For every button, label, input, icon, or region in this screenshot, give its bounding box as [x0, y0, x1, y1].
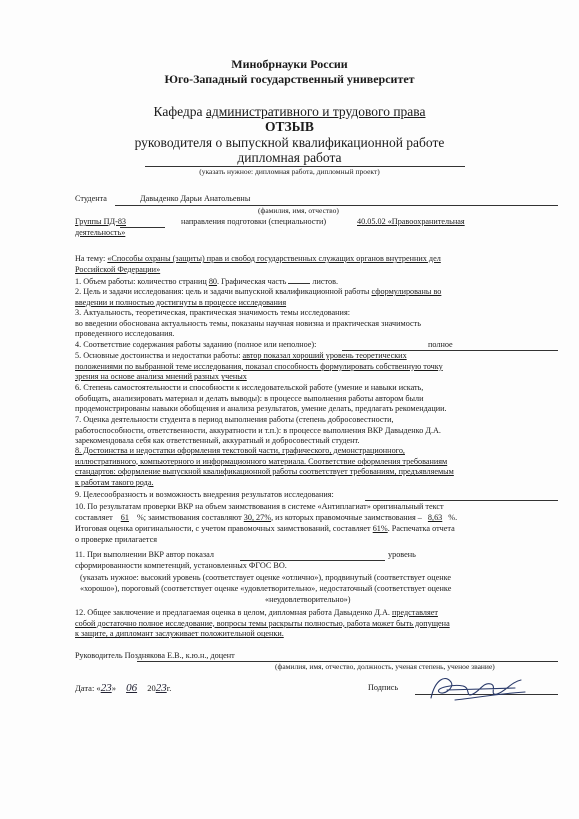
university-heading: Юго-Западный государственный университет: [164, 72, 415, 86]
item-12: [75, 608, 558, 640]
item-12-answer-end: к защите, а дипломант заслуживает положительной оценки.: [75, 629, 284, 639]
item-10-legit-label: , из которых правомочные заимствования –: [271, 513, 424, 522]
item-10-line-4: о проверке прилагается: [75, 535, 157, 544]
item-2-answer-cont: введении и полностью достигнуты в процессе исследования: [75, 297, 287, 307]
item-11-hint-2: «хорошо»), пороговый (соответствует оценке «удовлетворительно», недостаточный (соответствует оценке: [80, 584, 452, 593]
item-1: [75, 276, 338, 288]
item-12-text: 12. Общее заключение и предлагаемая оценка в целом, дипломная работа Давыденко Д.А.: [75, 608, 392, 617]
document-subtitle: руководителя о выпускной квалификационной работе: [134, 135, 445, 150]
item-11-hint-1: (указать нужное: высокий уровень (соответствует оценке «отлично»), продвинутый (соответствует оценке: [80, 573, 452, 582]
item-10-borrow-label: %; заимствования составляют: [134, 513, 244, 522]
date-year-prefix: 20: [145, 683, 156, 693]
date-day: 23: [100, 682, 112, 694]
supervisor-label: Руководитель: [75, 651, 125, 660]
item-3-answer-cont: проведенного исследования.: [75, 329, 175, 339]
borrowing-percent: 30, 27%: [243, 513, 272, 522]
item-4-text: 4. Соответствие содержания работы заданию (полное или неполное):: [75, 340, 317, 349]
item-10-line-2: [75, 513, 457, 524]
item-3: [75, 308, 558, 340]
item-10-percent-sign: %.: [446, 513, 458, 522]
item-5: [75, 351, 558, 383]
item-7-line-1: 7. Оценка деятельности студента в период выполнения работы (степень добросовестности,: [75, 415, 394, 424]
original-percent: 61: [120, 513, 129, 522]
date-label: Дата: «: [75, 683, 101, 693]
student-label: Студента: [75, 194, 107, 203]
item-11-level: уровень: [388, 550, 416, 559]
department-name: административного и трудового права: [205, 104, 426, 119]
topic-line-1: [75, 254, 441, 265]
item-5-text: 5. Основные достоинства и недостатки работы:: [75, 351, 243, 360]
item-3-text: 3. Актуальность, теоретическая, практическая значимость темы исследования:: [75, 308, 350, 317]
direction-value-cont: деятельность»: [75, 228, 126, 237]
group-label: Группы ПД-83: [75, 217, 127, 226]
item-2-answer: сформулированы во: [371, 287, 442, 296]
document-title: ОТЗЫВ: [265, 119, 314, 134]
direction-value: 40.05.02 «Правоохранительная: [357, 217, 465, 226]
date-line: [75, 682, 171, 694]
graphic-blank: [288, 276, 310, 284]
item-3-answer: во введении обоснована актуальность темы, показаны научная новизна и практическая значимость: [75, 318, 421, 328]
supervisor-name: Позднякова Е.В., к.ю.н., доцент: [124, 651, 235, 660]
item-9-text: 9. Целесообразность и возможность внедрения результатов исследования:: [75, 490, 334, 499]
item-1-sheets: листов.: [310, 277, 338, 286]
supervisor-hint: (фамилия, имя, отчество, должность, ученая степень, ученое звание): [275, 662, 495, 671]
date-year-suffix: г.: [166, 683, 172, 693]
item-10-orig-label: составляет: [75, 513, 115, 522]
final-originality: 61%: [372, 524, 388, 533]
item-11-text: 11. При выполнении ВКР автор показал: [75, 550, 214, 559]
item-11-line-2: сформированности компетенций, установленных ФГОС ВО.: [75, 561, 287, 570]
date-month: 06: [126, 682, 138, 694]
item-10-line-3: [75, 524, 455, 535]
item-9-underline: [365, 500, 558, 501]
student-name: Давыденко Дарьи Анатольевны: [140, 194, 251, 203]
supervisor-line: [75, 651, 235, 662]
legit-percent: 8,63: [427, 513, 443, 522]
item-8: [75, 446, 558, 488]
department-line: [0, 104, 579, 120]
group-underline: [120, 227, 165, 228]
signature-label: Подпись: [368, 683, 399, 692]
item-12-answer: представляет: [391, 608, 438, 617]
item-2-text: 2. Цель и задачи исследования: цель и задачи выпускной квалификационной работы: [75, 287, 372, 296]
direction-label: направления подготовки (специальности): [181, 217, 327, 226]
item-10-final-label: Итоговая оценка оригинальности, с учетом правомочных заимствований, составляет: [75, 524, 373, 533]
department-prefix: Кафедра: [153, 104, 206, 119]
item-1-text: 1. Объем работы: количество страниц: [75, 277, 209, 286]
item-1-graphic: . Графическая часть: [217, 277, 289, 286]
item-6-line-2: обобщать, анализировать материал и делать выводы): в процессе выполнения работы автором были: [75, 393, 424, 403]
item-5-answer-cont: положениями по выбранной теме исследования, показал способность формулировать собственную точку: [75, 361, 443, 371]
item-5-answer: автор показал хороший уровень теоретических: [242, 351, 407, 360]
page-count: 80: [208, 277, 217, 286]
item-12-answer-cont: собой достаточно полное исследование, вопросы темы раскрыты полностью, работа может быть допущена: [75, 618, 450, 628]
item-11-hint-3: «неудовлетворительно»): [265, 595, 351, 604]
date-separator: »: [111, 683, 119, 693]
work-type: дипломная работа: [237, 150, 342, 165]
work-type-hint: (указать нужное: дипломная работа, дипломный проект): [199, 167, 380, 176]
item-6: [75, 383, 558, 415]
topic-text-cont: Российской Федерации»: [75, 265, 161, 274]
item-8-line-2: иллюстративного, компьютерного и информационного материала. Соответствие оформления требованиям: [75, 456, 448, 466]
item-8-line-1: 8. Достоинства и недостатки оформления текстовой части, графического, демонстрационного,: [75, 446, 405, 455]
handwritten-signature: [425, 668, 535, 708]
item-5-answer-end: зрения на основе анализа мнений разных ученых: [75, 372, 247, 382]
item-7: [75, 415, 558, 447]
item-8-line-4: к работам такого рода.: [75, 477, 154, 487]
date-year: 23: [155, 682, 167, 694]
item-6-line-3: продемонстрированы навыки обобщения и анализа результатов, умение делать, предлагать рекомендации.: [75, 404, 447, 414]
student-name-hint: (фамилия, имя, отчество): [258, 206, 339, 215]
item-4-answer: полное: [428, 340, 453, 349]
ministry-heading: Минобрнауки России: [231, 57, 348, 71]
item-6-line-1: 6. Степень самостоятельности и способности к исследовательской работе (умение и навыки искать,: [75, 383, 424, 392]
topic-text: «Способы охраны (защиты) прав и свобод государственных служащих органов внутренних дел: [107, 254, 441, 263]
item-10-report-label: . Распечатка отчета: [387, 524, 455, 533]
item-2: [75, 287, 558, 308]
topic-label: На тему:: [75, 254, 108, 263]
item-10-line-1: 10. По результатам проверки ВКР на объем заимствования в системе «Антиплагиат» оригинальный текст: [75, 502, 444, 511]
item-7-line-2: работоспособности, ответственности, аккуратности и т.п.): в процессе выполнения ВКР Давыденко Д.А.: [75, 425, 441, 435]
item-7-line-3: зарекомендовала себя как ответственный, аккуратный и добросовестный студент.: [75, 436, 360, 446]
item-8-line-3: стандартов: оформление выпускной квалификационной работы соответствует требованиям, предъявляемым: [75, 467, 454, 477]
